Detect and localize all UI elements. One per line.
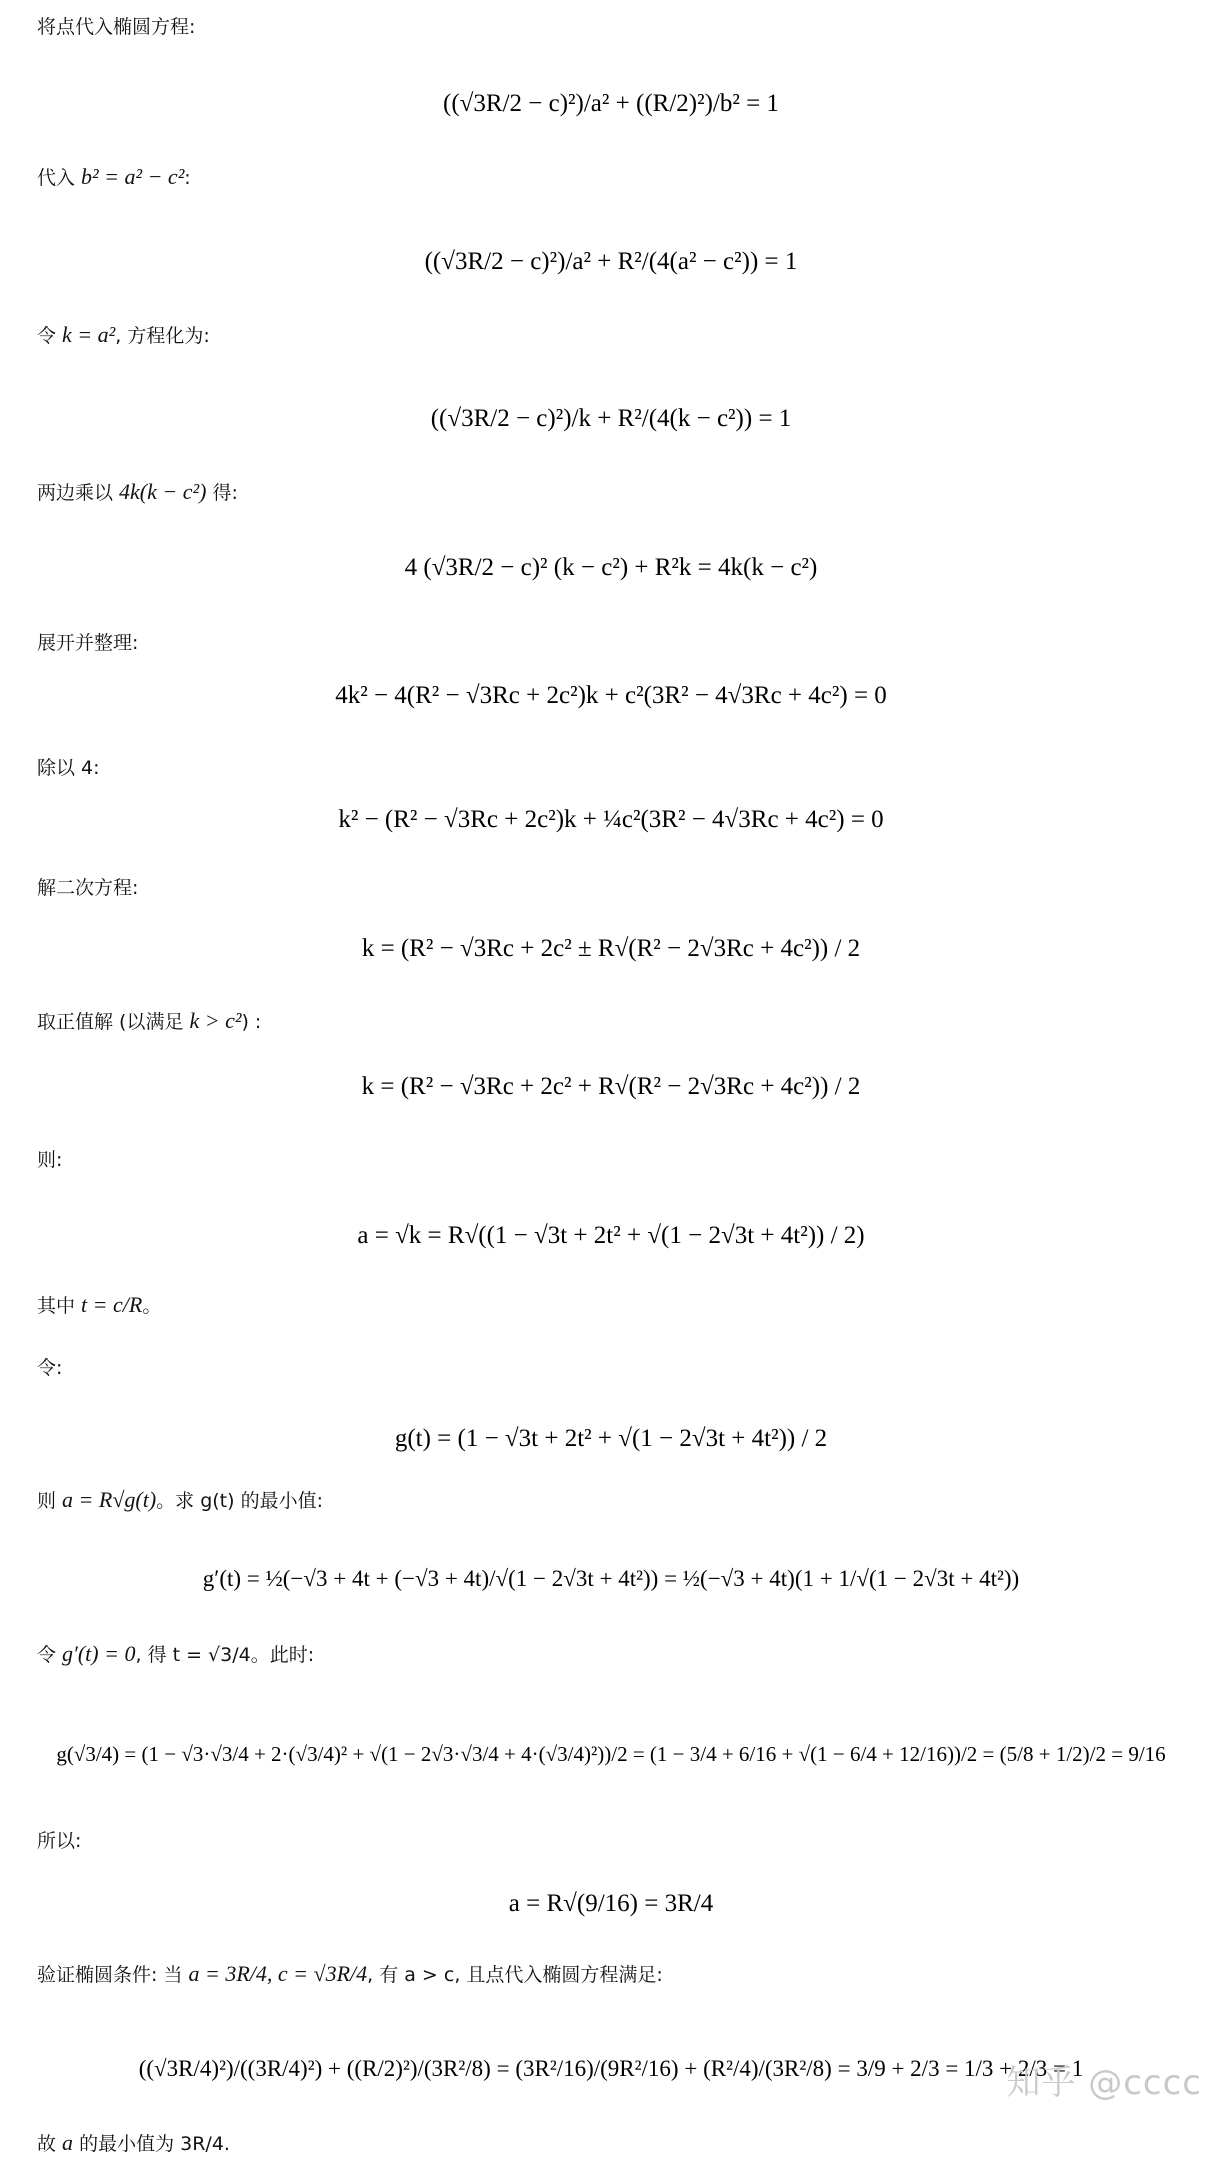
equation-13: a = R√(9/16) = 3R/4: [508, 1890, 714, 1917]
equation-3: ((√3R/2 − c)²)/k + R²/(4(k − c²)) = 1: [430, 405, 792, 432]
text-line-10: 其中 t = c/R。: [37, 1292, 162, 1317]
equation-11: g′(t) = ½(−√3 + 4t + (−√3 + 4t)/√(1 − 2√3t + 4t²)) = ½(−√3 + 4t)(1 + 1/√(1 − 2√3t + 4t²)): [202, 1566, 1020, 1591]
text-line-7: 解二次方程:: [37, 877, 139, 899]
text-line-8: 取正值解 (以满足 k > c²) :: [37, 1008, 262, 1033]
equation-8: k = (R² − √3Rc + 2c² + R√(R² − 2√3Rc + 4c²)) / 2: [361, 1073, 861, 1100]
text-line-16: 故 a 的最小值为 3R/4.: [37, 2130, 230, 2155]
text-line-2: 代入 b² = a² − c²:: [37, 164, 191, 189]
text-line-14: 所以:: [37, 1830, 82, 1852]
equation-7: k = (R² − √3Rc + 2c² ± R√(R² − 2√3Rc + 4c²)) / 2: [361, 935, 861, 962]
equation-5: 4k² − 4(R² − √3Rc + 2c²)k + c²(3R² − 4√3Rc + 4c²) = 0: [335, 682, 887, 709]
equation-4: 4 (√3R/2 − c)² (k − c²) + R²k = 4k(k − c²): [404, 554, 818, 581]
equation-12: g(√3/4) = (1 − √3·√3/4 + 2·(√3/4)² + √(1 − 2√3·√3/4 + 4·(√3/4)²))/2 = (1 − 3/4 + 6/16 + √(1 − 6/4 + 12/16))/2 = (5/8 + 1/2)/2 = 9/16: [56, 1742, 1166, 1766]
equation-1: ((√3R/2 − c)²)/a² + ((R/2)²)/b² = 1: [443, 90, 779, 117]
text-line-6: 除以 4:: [37, 757, 100, 779]
equation-6: k² − (R² − √3Rc + 2c²)k + ¼c²(3R² − 4√3Rc + 4c²) = 0: [338, 806, 884, 833]
text-line-4: 两边乘以 4k(k − c²) 得:: [37, 479, 238, 504]
text-line-3: 令 k = a², 方程化为:: [37, 322, 210, 347]
text-line-12: 则 a = R√g(t)。求 g(t) 的最小值:: [37, 1487, 323, 1512]
text-line-9: 则:: [37, 1149, 63, 1171]
text-line-15: 验证椭圆条件: 当 a = 3R/4, c = √3R/4, 有 a > c, 且点代入椭圆方程满足:: [37, 1961, 663, 1986]
text-line-13: 令 g′(t) = 0, 得 t = √3/4。此时:: [37, 1641, 315, 1666]
text-line-1: 将点代入椭圆方程:: [37, 16, 196, 38]
equation-2: ((√3R/2 − c)²)/a² + R²/(4(a² − c²)) = 1: [424, 248, 798, 275]
equation-10: g(t) = (1 − √3t + 2t² + √(1 − 2√3t + 4t²)) / 2: [394, 1425, 828, 1452]
text-line-5: 展开并整理:: [37, 632, 139, 654]
watermark: 知乎 @cccc: [1006, 2063, 1202, 2103]
equation-14: ((√3R/4)²)/((3R/4)²) + ((R/2)²)/(3R²/8) = (3R²/16)/(9R²/16) + (R²/4)/(3R²/8) = 3/9 + 2/3 = 1/3 + 2/3 = 1: [138, 2056, 1084, 2081]
equation-9: a = √k = R√((1 − √3t + 2t² + √(1 − 2√3t + 4t²)) / 2): [357, 1222, 865, 1249]
text-line-11: 令:: [37, 1357, 63, 1379]
